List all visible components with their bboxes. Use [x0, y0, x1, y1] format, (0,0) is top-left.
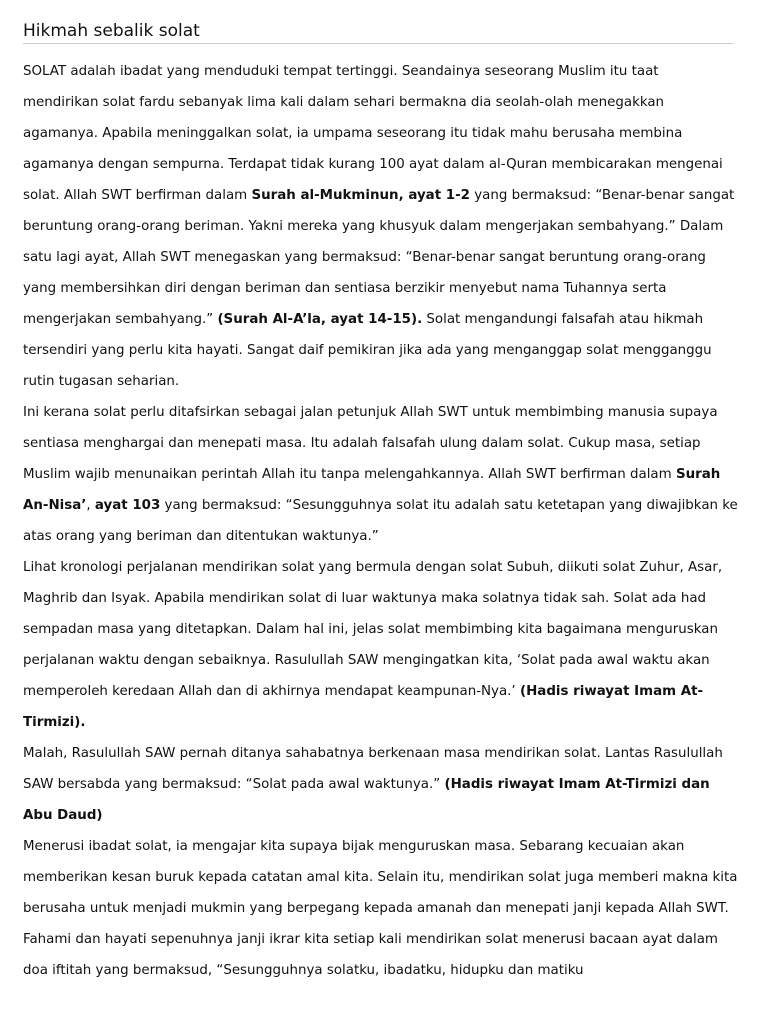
verse-reference: Surah An-Nisa’	[23, 467, 721, 513]
verse-reference: (Surah Al-A’la, ayat 14-15).	[217, 312, 423, 327]
hadith-reference: (Hadis riwayat Imam At-Tirmizi dan Abu Daud)	[23, 777, 710, 823]
paragraph-1	[23, 56, 738, 397]
paragraph-text: Fahami dan hayati sepenuhnya janji ikrar kita setiap kali mendirikan solat menerusi bacaan ayat dalam doa iftitah yang bermaksud, “Sesungguhnya solatku, ibadatku, hidupku dan matiku	[23, 932, 718, 978]
verse-reference: Surah al-Mukminun, ayat 1-2	[251, 188, 470, 203]
paragraph-text: yang bermaksud: “Sesungguhnya solat itu adalah satu ketetapan yang diwajibkan ke atas orang yang beriman dan ditentukan waktunya.”	[23, 498, 738, 544]
hadith-reference: (Hadis riwayat Imam At-Tirmizi).	[23, 684, 704, 730]
paragraph-text: Menerusi ibadat solat, ia mengajar kita supaya bijak menguruskan masa. Sebarang kecuaian akan memberikan kesan buruk kepada catatan amal kita. Selain itu, mendirikan solat juga memberi makna kita berusaha untuk menjadi mukmin yang berpegang kepada amanah dan menepati janji kepada Allah SWT.	[23, 839, 738, 916]
article-body	[23, 56, 738, 986]
paragraph-text: yang bermaksud: “Benar-benar sangat beruntung orang-orang beriman. Yakni mereka yang khusyuk dalam mengerjakan sembahyang.” Dalam satu lagi ayat, Allah SWT menegaskan yang bermaksud: “Benar-benar sangat beruntung orang-orang yang membersihkan diri dengan beriman dan sentiasa berzikir menyebut nama Tuhannya serta mengerjakan sembahyang.”	[23, 188, 735, 327]
paragraph-6	[23, 924, 738, 986]
paragraph-3	[23, 552, 738, 738]
paragraph-4	[23, 738, 738, 831]
paragraph-text: Lihat kronologi perjalanan mendirikan solat yang bermula dengan solat Subuh, diikuti solat Zuhur, Asar, Maghrib dan Isyak. Apabila mendirikan solat di luar waktunya maka solatnya tidak sah. Solat ada had sempadan masa yang ditetapkan. Dalam hal ini, jelas solat membimbing kita bagaimana menguruskan perjalanan waktu dengan sebaiknya. Rasulullah SAW mengingatkan kita, ‘Solat pada awal waktu akan memperoleh keredaan Allah dan di akhirnya mendapat keampunan-Nya.’	[23, 560, 723, 699]
paragraph-text: Ini kerana solat perlu ditafsirkan sebagai jalan petunjuk Allah SWT untuk membimbing manusia supaya sentiasa menghargai dan menepati masa. Itu adalah falsafah ulung dalam solat. Cukup masa, setiap Muslim wajib menunaikan perintah Allah itu tanpa melengahkannya. Allah SWT berfirman dalam	[23, 405, 718, 482]
paragraph-2	[23, 397, 738, 552]
verse-reference: ayat 103	[94, 498, 161, 513]
paragraph-text: Malah, Rasulullah SAW pernah ditanya sahabatnya berkenaan masa mendirikan solat. Lantas Rasulullah SAW bersabda yang bermaksud: “Solat pada awal waktunya.”	[23, 746, 723, 792]
paragraph-5	[23, 831, 738, 924]
article-title: Hikmah sebalik solat	[23, 0, 733, 44]
paragraph-text: Solat mengandungi falsafah atau hikmah tersendiri yang perlu kita hayati. Sangat daif pemikiran jika ada yang menganggap solat mengganggu rutin tugasan seharian.	[23, 312, 712, 389]
paragraph-text: SOLAT adalah ibadat yang menduduki tempat tertinggi. Seandainya seseorang Muslim itu taat mendirikan solat fardu sebanyak lima kali dalam sehari bermakna dia seolah-olah menegakkan agamanya. Apabila meninggalkan solat, ia umpama seseorang itu tidak mahu berusaha membina agamanya dengan sempurna. Terdapat tidak kurang 100 ayat dalam al-Quran membicarakan mengenai solat. Allah SWT berfirman dalam	[23, 64, 723, 203]
paragraph-text: ,	[86, 498, 95, 513]
